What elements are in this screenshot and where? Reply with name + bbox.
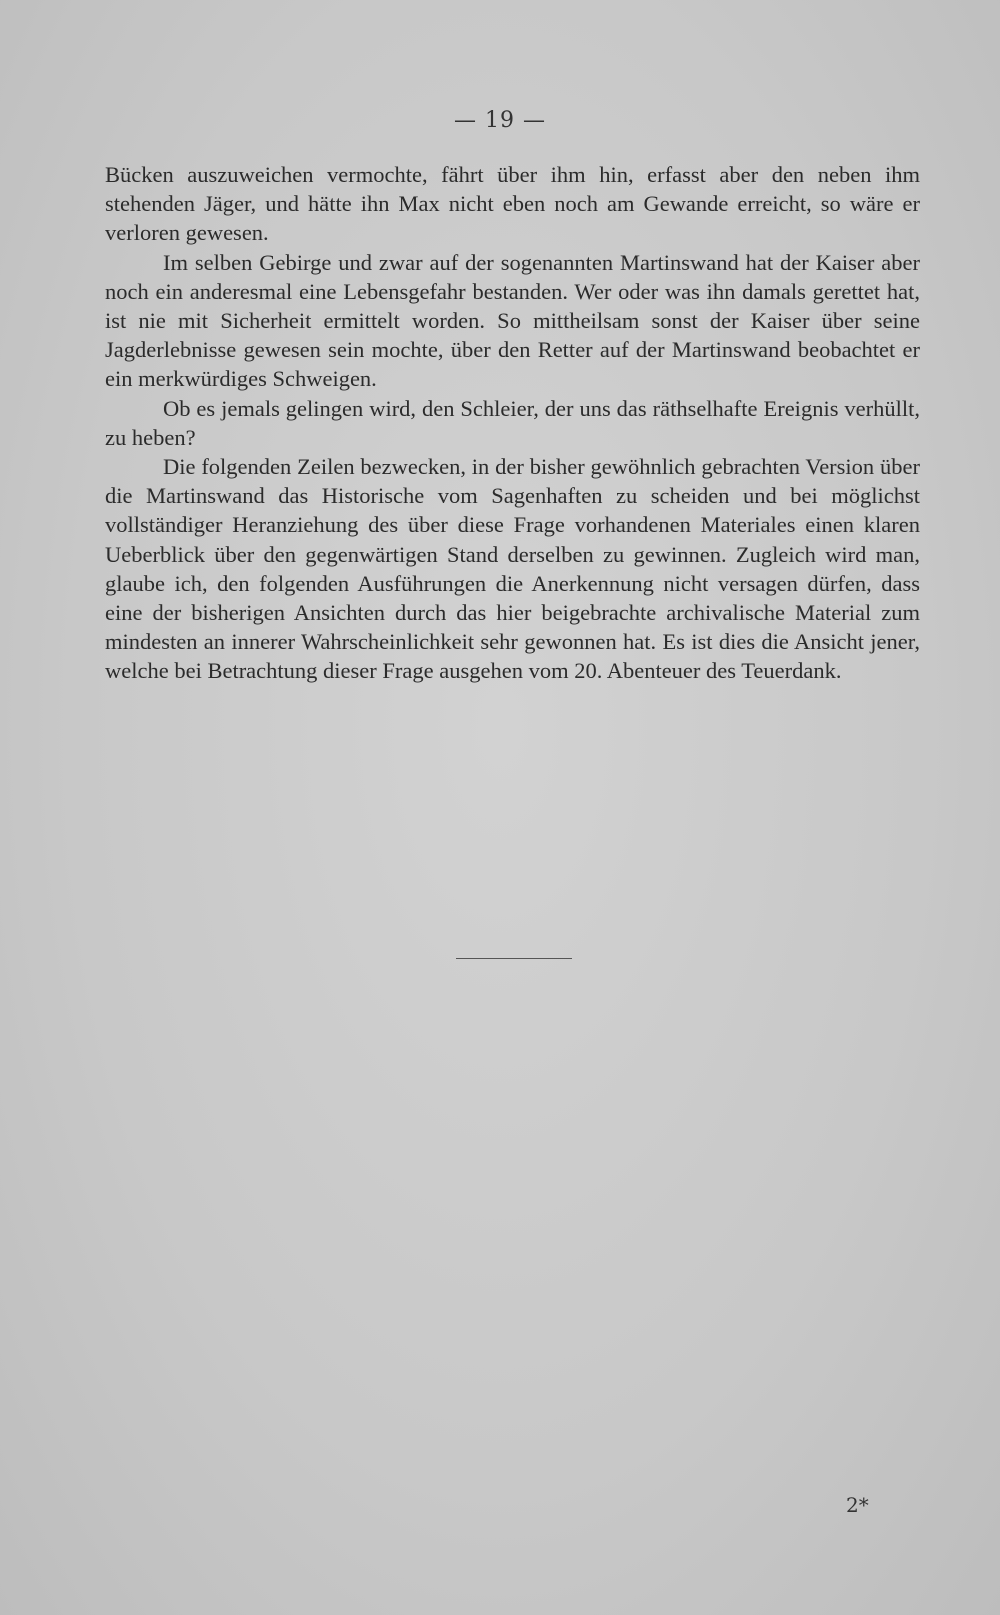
signature-mark: 2* bbox=[846, 1493, 869, 1517]
section-divider bbox=[456, 958, 572, 959]
paragraph-4: Die folgenden Zeilen bezwecken, in der bisher gewöhnlich gebrachten Version über die Martinswand das Historische vom Sagenhaften zu scheiden und bei möglichst vollständiger Heranziehung des über diese Frage vorhandenen Materiales einen klaren Ueberblick über den gegenwärtigen Stand derselben zu gewinnen. Zugleich wird man, glaube ich, den folgenden Ausführungen die Anerkennung nicht versagen dürfen, dass eine der bisherigen Ansichten durch das hier beigebrachte archivalische Material zum mindesten an innerer Wahrscheinlichkeit sehr gewonnen hat. Es ist dies die Ansicht jener, welche bei Betrachtung dieser Frage ausgehen vom 20. Abenteuer des Teuerdank. bbox=[105, 454, 920, 684]
paragraph-1: Bücken auszuweichen vermochte, fährt über ihm hin, erfasst aber den neben ihm stehenden Jäger, und hätte ihn Max nicht eben noch am Gewande erreicht, so wäre er verloren gewesen. bbox=[105, 162, 920, 246]
paragraph-3: Ob es jemals gelingen wird, den Schleier, der uns das räthselhafte Ereignis verhüllt, zu heben? bbox=[105, 395, 920, 450]
paragraph-2: Im selben Gebirge und zwar auf der sogenannten Martinswand hat der Kaiser aber noch ein anderesmal eine Lebensgefahr bestanden. Wer oder was ihn damals gerettet hat, ist nie mit Sicherheit ermittelt worden. So mittheilsam sonst der Kaiser über seine Jagderlebnisse gewesen sein mochte, über den Retter auf der Martinswand beobachtet er ein merkwürdiges Schweigen. bbox=[105, 249, 920, 392]
page-number: — 19 — bbox=[454, 108, 546, 133]
body-text bbox=[105, 160, 920, 686]
